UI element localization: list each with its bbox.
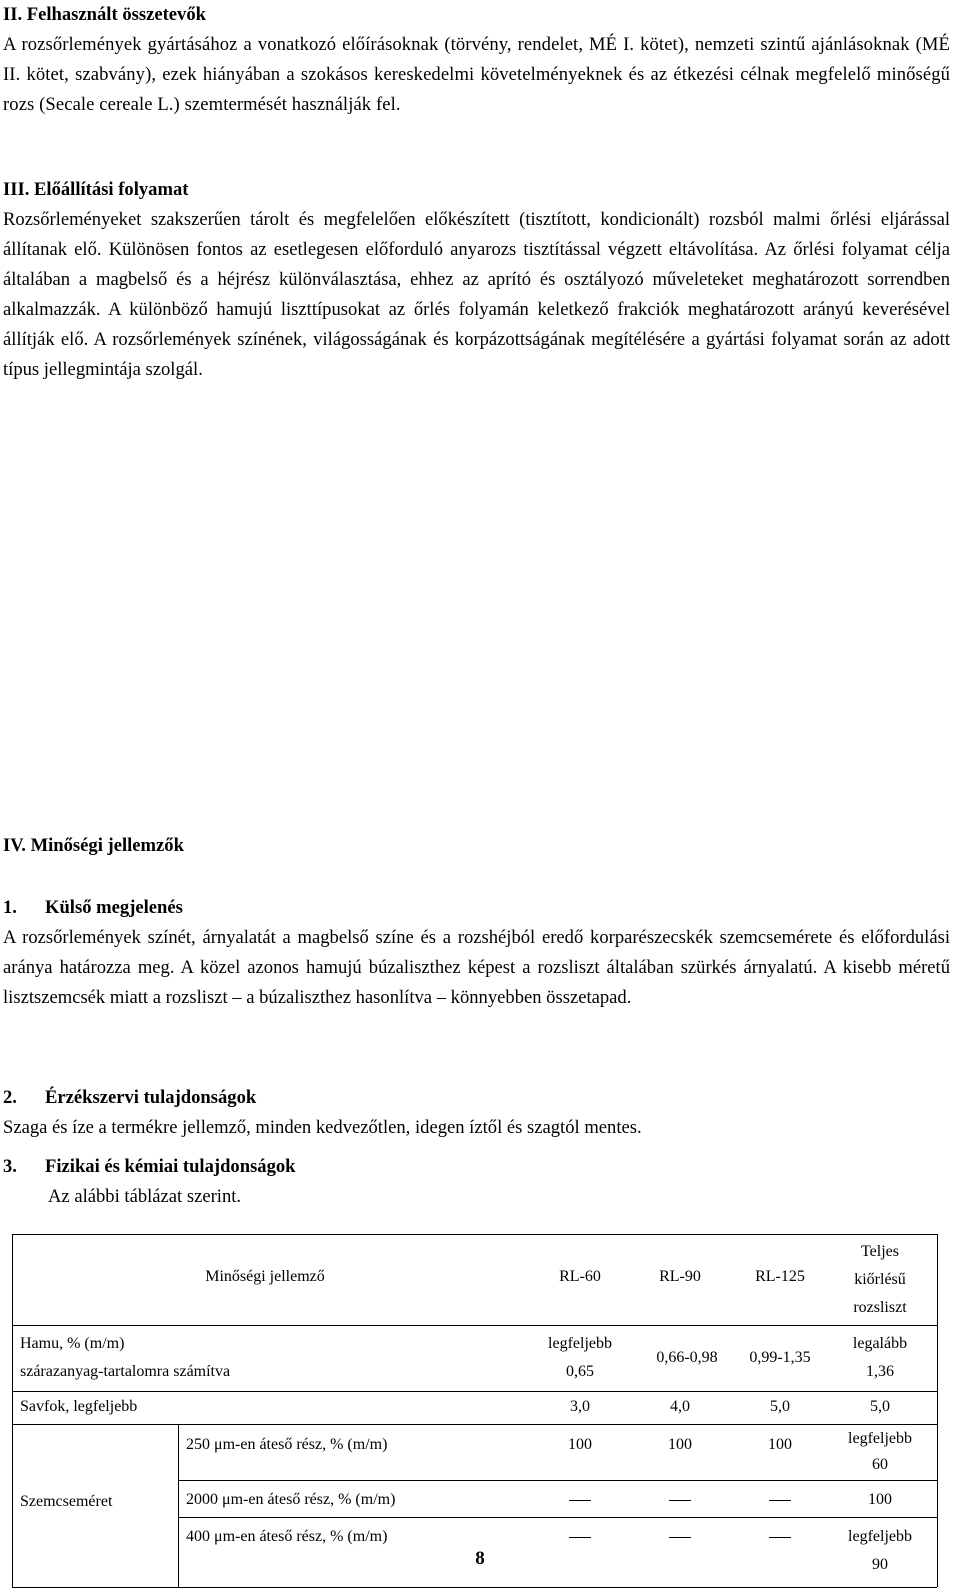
cell-line: 60 xyxy=(872,1456,888,1473)
cell-rl90: 100 xyxy=(668,1436,692,1453)
header-line: rozsliszt xyxy=(853,1299,907,1316)
cell-rl125: 5,0 xyxy=(770,1398,790,1415)
row-label-line: szárazanyag-tartalomra számítva xyxy=(20,1363,231,1380)
cell-rl125-dash xyxy=(730,1486,830,1514)
header-line: kiőrlésű xyxy=(854,1271,906,1288)
subsection-appearance xyxy=(3,893,950,1013)
cell-rl90-dash xyxy=(630,1486,730,1514)
section-body: Rozsőrleményeket szakszerűen tárolt és megfelelően előkészített (tisztított, kondicionált) rozsból malmi őrlési eljárással állítanak elő. Különösen fontos az esetlegesen előforduló anyarozs tisztítással végzett eltávolítása. Az őrlési folyamat célja általában a magbelső és a héjrész különválasztása, ehhez az aprító és osztályozó műveleteket meghatározott sorrendben alkalmazzák. A különböző hamujú liszttípusokat az őrlés folyamán keletkező frakciók meghatározott arányú keverésével állítják elő. A rozsőrlemények színének, világosságának és korpázottságának megítélésére a gyártási folyamat során az adott típus jellegmintája szolgál. xyxy=(3,209,950,380)
cell-rl60 xyxy=(530,1330,630,1386)
cell-line: legfeljebb xyxy=(548,1335,612,1352)
row-label xyxy=(20,1330,350,1386)
cell-line: 90 xyxy=(872,1556,888,1573)
group-label: Szemcseméret xyxy=(20,1493,113,1510)
cell-line: 0,65 xyxy=(566,1363,594,1380)
row-label: 250 μm-en áteső rész, % (m/m) xyxy=(186,1436,388,1453)
cell-whole: 5,0 xyxy=(870,1398,890,1415)
subsection-sensory xyxy=(3,1083,950,1143)
subsection-body: Szaga és íze a termékre jellemző, minden kedvezőtlen, idegen íztől és szagtól mentes. xyxy=(3,1117,642,1138)
header-whole-rye xyxy=(830,1238,930,1322)
section-ingredients xyxy=(3,0,950,120)
subsection-number: 1. xyxy=(3,897,17,918)
subsection-body: Az alábbi táblázat szerint. xyxy=(48,1186,242,1207)
header-rl90: RL-90 xyxy=(659,1268,701,1285)
cell-rl60: 3,0 xyxy=(570,1398,590,1415)
cell-rl125: 0,99-1,35 xyxy=(749,1349,811,1366)
subsection-title: Fizikai és kémiai tulajdonságok xyxy=(45,1156,296,1177)
subsection-title: Külső megjelenés xyxy=(45,897,183,918)
section-production xyxy=(3,175,950,385)
subsection-number: 3. xyxy=(3,1156,17,1177)
header-rl60: RL-60 xyxy=(559,1268,601,1285)
cell-rl60-dash xyxy=(530,1486,630,1514)
section-quality xyxy=(3,831,953,861)
cell-whole xyxy=(830,1426,930,1478)
cell-whole xyxy=(830,1330,930,1386)
cell-line: legfeljebb xyxy=(848,1528,912,1545)
header-label: Minőségi jellemző xyxy=(205,1268,325,1285)
row-label: 400 μm-en áteső rész, % (m/m) xyxy=(186,1528,388,1545)
subsection-number: 2. xyxy=(3,1087,17,1108)
section-heading: II. Felhasznált összetevők xyxy=(3,4,206,25)
cell-rl90: 4,0 xyxy=(670,1398,690,1415)
page-number: 8 xyxy=(475,1548,485,1569)
section-body: A rozsőrlemények gyártásához a vonatkozó előírásoknak (törvény, rendelet, MÉ I. kötet), nemzeti szintű ajánlásoknak (MÉ II. kötet, szabvány), ezek hiányában a szokásos kereskedelmi követelményeknek és az étkezési célnak megfelelő minőségű rozs (Secale cereale L.) szemtermését használják fel. xyxy=(3,34,950,115)
header-line: Teljes xyxy=(861,1243,899,1260)
subsection-physical xyxy=(3,1152,950,1212)
cell-whole: 100 xyxy=(868,1491,892,1508)
cell-rl60: 100 xyxy=(568,1436,592,1453)
cell-line: 1,36 xyxy=(866,1363,894,1380)
row-label: Savfok, legfeljebb xyxy=(20,1398,138,1415)
subsection-body: A rozsőrlemények színét, árnyalatát a magbelső színe és a rozshéjból eredő korparészecskék szemcsemérete és előfordulási aránya határozza meg. A közel azonos hamujú búzaliszthez képest a rozsliszt általában szürkés árnyalatú. A kisebb méretű lisztszemcsék miatt a rozsliszt – a búzaliszthez hasonlítva – könnyebben összetapad. xyxy=(3,927,950,1008)
header-rl125: RL-125 xyxy=(755,1268,805,1285)
section-heading: IV. Minőségi jellemzők xyxy=(3,835,184,856)
row-label-line: Hamu, % (m/m) xyxy=(20,1335,125,1352)
cell-rl125: 100 xyxy=(768,1436,792,1453)
section-heading: III. Előállítási folyamat xyxy=(3,179,189,200)
cell-line: legalább xyxy=(852,1335,908,1352)
subsection-title: Érzékszervi tulajdonságok xyxy=(45,1087,257,1108)
cell-rl90: 0,66-0,98 xyxy=(656,1349,718,1366)
row-label: 2000 μm-en áteső rész, % (m/m) xyxy=(186,1491,396,1508)
cell-line: legfeljebb xyxy=(848,1430,912,1447)
